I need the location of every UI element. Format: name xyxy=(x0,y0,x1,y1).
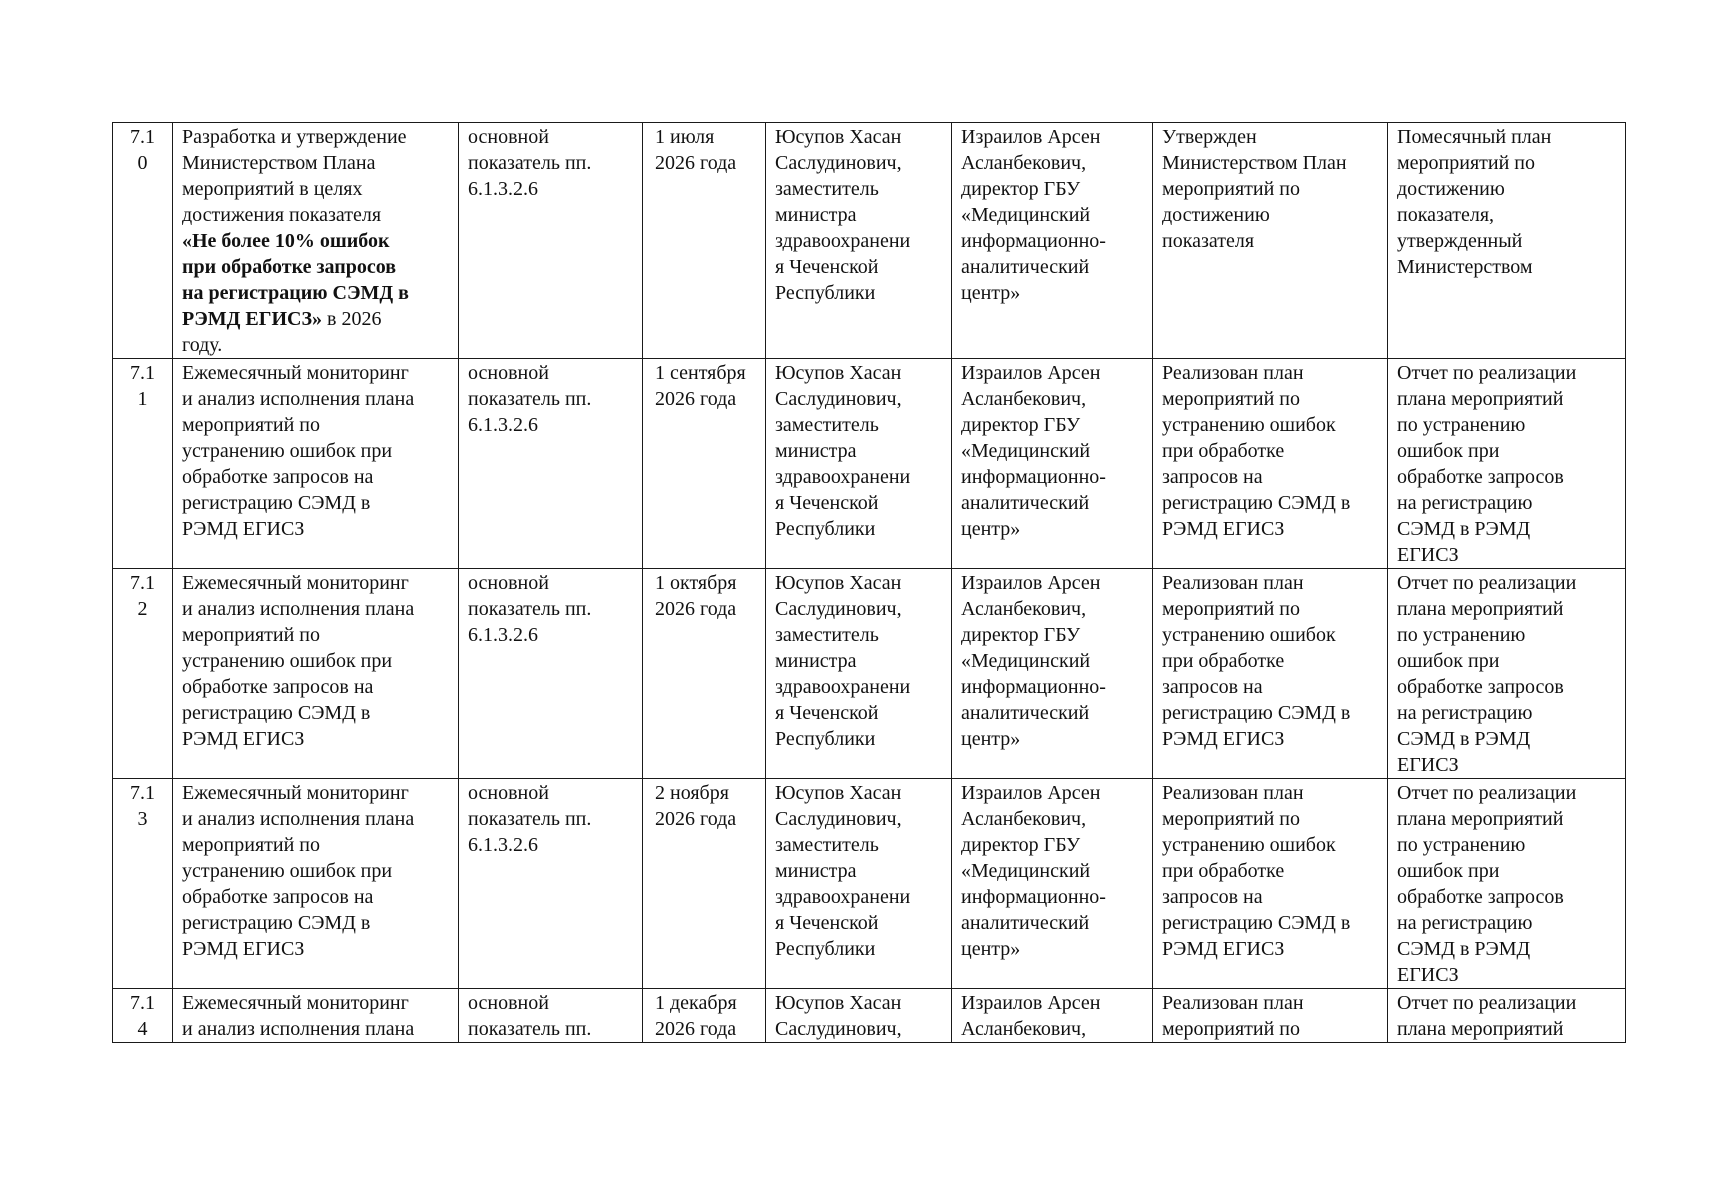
executor-cell xyxy=(952,989,1153,1043)
indicator-text: основной показатель пп. 6.1.3.2.6 xyxy=(468,572,592,646)
result-text: Реализован план мероприятий по xyxy=(1162,992,1304,1040)
date-cell xyxy=(643,569,766,779)
event-cell xyxy=(173,779,459,989)
indicator-text: основной показатель пп. 6.1.3.2.6 xyxy=(468,362,592,436)
item-number-part: 7.1 xyxy=(130,572,155,594)
event-text: Ежемесячный мониторинг и анализ исполнения плана мероприятий по устранению ошибок при обработке запросов на регистрацию СЭМД в РЭМД ЕГИСЗ xyxy=(182,782,415,960)
date-cell xyxy=(643,359,766,569)
result-cell xyxy=(1153,779,1388,989)
table-row xyxy=(113,779,1626,989)
indicator-text: основной показатель пп. xyxy=(468,992,592,1040)
date-cell xyxy=(643,989,766,1043)
event-text: Ежемесячный мониторинг и анализ исполнения плана xyxy=(182,992,415,1040)
executor-text: Израилов Арсен Асланбекович, директор ГБУ «Медицинский информационно- аналитический центр» xyxy=(961,362,1106,540)
indicator-text: основной показатель пп. 6.1.3.2.6 xyxy=(468,126,592,200)
event-text: Ежемесячный мониторинг и анализ исполнения плана мероприятий по устранению ошибок при обработке запросов на регистрацию СЭМД в РЭМД ЕГИСЗ xyxy=(182,572,415,750)
document-cell xyxy=(1388,569,1626,779)
responsible-text: Юсупов Хасан Саслудинович, xyxy=(775,992,902,1040)
result-cell xyxy=(1153,359,1388,569)
event-cell xyxy=(173,123,459,359)
item-number-part: 7.1 xyxy=(130,126,155,148)
responsible-cell xyxy=(766,359,952,569)
responsible-cell xyxy=(766,123,952,359)
item-number-cell xyxy=(113,779,173,989)
responsible-text: Юсупов Хасан Саслудинович, заместитель министра здравоохранени я Чеченской Республики xyxy=(775,126,911,304)
document-cell xyxy=(1388,779,1626,989)
item-number-cell xyxy=(113,359,173,569)
result-text: Реализован план мероприятий по устранению ошибок при обработке запросов на регистрацию СЭМД в РЭМД ЕГИСЗ xyxy=(1162,572,1351,750)
event-cell xyxy=(173,569,459,779)
result-text: Реализован план мероприятий по устранению ошибок при обработке запросов на регистрацию СЭМД в РЭМД ЕГИСЗ xyxy=(1162,362,1351,540)
indicator-cell xyxy=(459,779,643,989)
executor-text: Израилов Арсен Асланбекович, директор ГБУ «Медицинский информационно- аналитический центр» xyxy=(961,782,1106,960)
event-cell xyxy=(173,359,459,569)
item-number-cell xyxy=(113,123,173,359)
executor-cell xyxy=(952,123,1153,359)
document-text: Помесячный план мероприятий по достижению показателя, утвержденный Министерством xyxy=(1397,126,1552,278)
indicator-text: основной показатель пп. 6.1.3.2.6 xyxy=(468,782,592,856)
table-row xyxy=(113,989,1626,1043)
item-number-part: 7.1 xyxy=(130,782,155,804)
document-text: Отчет по реализации плана мероприятий по устранению ошибок при обработке запросов на регистрацию СЭМД в РЭМД ЕГИСЗ xyxy=(1397,362,1577,566)
executor-cell xyxy=(952,359,1153,569)
document-text: Отчет по реализации плана мероприятий по устранению ошибок при обработке запросов на регистрацию СЭМД в РЭМД ЕГИСЗ xyxy=(1397,572,1577,776)
date-text: 1 июля 2026 года xyxy=(655,126,737,174)
responsible-cell xyxy=(766,989,952,1043)
document-page xyxy=(112,122,1626,1043)
event-text-tail: в 2026 году. xyxy=(182,308,382,356)
event-text: Разработка и утверждение Министерством Плана мероприятий в целях достижения показателя xyxy=(182,126,407,226)
date-text: 1 октября 2026 года xyxy=(655,572,737,620)
executor-text: Израилов Арсен Асланбекович, директор ГБУ «Медицинский информационно- аналитический центр» xyxy=(961,126,1106,304)
indicator-cell xyxy=(459,989,643,1043)
indicator-cell xyxy=(459,569,643,779)
date-cell xyxy=(643,123,766,359)
action-plan-table xyxy=(112,122,1626,1043)
document-cell xyxy=(1388,123,1626,359)
result-cell xyxy=(1153,569,1388,779)
date-cell xyxy=(643,779,766,989)
item-number-part: 3 xyxy=(137,808,148,830)
table-row xyxy=(113,359,1626,569)
item-number-cell xyxy=(113,569,173,779)
indicator-name-bold: «Не более 10% ошибок при обработке запросов на регистрацию СЭМД в РЭМД ЕГИСЗ» xyxy=(182,230,409,330)
executor-text: Израилов Арсен Асланбекович, директор ГБУ «Медицинский информационно- аналитический центр» xyxy=(961,572,1106,750)
item-number-part: 0 xyxy=(137,152,148,174)
table-row xyxy=(113,569,1626,779)
date-text: 1 сентября 2026 года xyxy=(655,362,746,410)
result-text: Утвержден Министерством План мероприятий по достижению показателя xyxy=(1162,126,1347,252)
indicator-cell xyxy=(459,359,643,569)
result-cell xyxy=(1153,123,1388,359)
responsible-text: Юсупов Хасан Саслудинович, заместитель министра здравоохранени я Чеченской Республики xyxy=(775,362,911,540)
event-text: Ежемесячный мониторинг и анализ исполнения плана мероприятий по устранению ошибок при обработке запросов на регистрацию СЭМД в РЭМД ЕГИСЗ xyxy=(182,362,415,540)
document-cell xyxy=(1388,359,1626,569)
responsible-text: Юсупов Хасан Саслудинович, заместитель министра здравоохранени я Чеченской Республики xyxy=(775,572,911,750)
responsible-text: Юсупов Хасан Саслудинович, заместитель министра здравоохранени я Чеченской Республики xyxy=(775,782,911,960)
date-text: 1 декабря 2026 года xyxy=(655,992,737,1040)
document-text: Отчет по реализации плана мероприятий xyxy=(1397,992,1577,1040)
item-number-cell xyxy=(113,989,173,1043)
executor-cell xyxy=(952,779,1153,989)
item-number-part: 1 xyxy=(137,388,148,410)
document-cell xyxy=(1388,989,1626,1043)
item-number-part: 2 xyxy=(137,598,148,620)
responsible-cell xyxy=(766,779,952,989)
date-text: 2 ноября 2026 года xyxy=(655,782,737,830)
executor-cell xyxy=(952,569,1153,779)
table-row xyxy=(113,123,1626,359)
item-number-part: 4 xyxy=(137,1018,148,1040)
item-number-part: 7.1 xyxy=(130,992,155,1014)
item-number-part: 7.1 xyxy=(130,362,155,384)
result-cell xyxy=(1153,989,1388,1043)
result-text: Реализован план мероприятий по устранению ошибок при обработке запросов на регистрацию СЭМД в РЭМД ЕГИСЗ xyxy=(1162,782,1351,960)
document-text: Отчет по реализации плана мероприятий по устранению ошибок при обработке запросов на регистрацию СЭМД в РЭМД ЕГИСЗ xyxy=(1397,782,1577,986)
indicator-cell xyxy=(459,123,643,359)
responsible-cell xyxy=(766,569,952,779)
event-cell xyxy=(173,989,459,1043)
executor-text: Израилов Арсен Асланбекович, xyxy=(961,992,1101,1040)
